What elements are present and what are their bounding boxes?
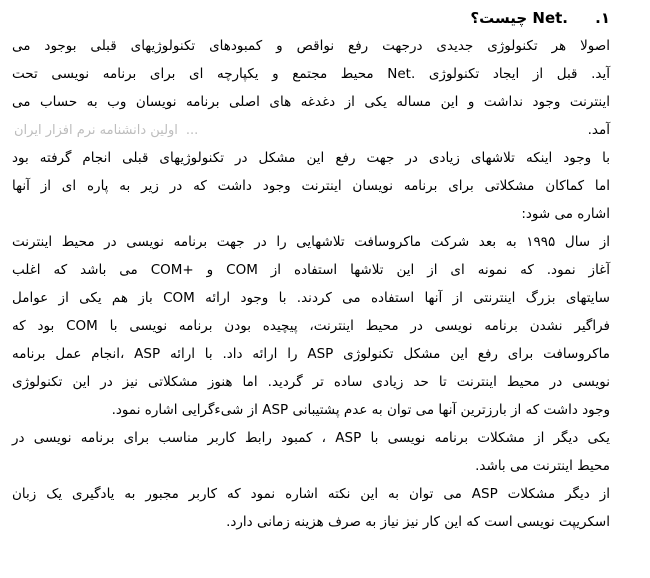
text-line: از سال ۱۹۹۵ به بعد شرکت ماکروسافت تلاشهایی را در جهت برنامه نویسی در محیط اینترنت bbox=[12, 234, 610, 250]
text-line: اصولا هر تکنولوژی جدیدی درجهت رفع نواقص و کمبودهای تکنولوژیهای قبلی بوجود می bbox=[12, 38, 610, 54]
paragraph-lines bbox=[12, 32, 610, 536]
text-line: آید. قبل از ایجاد تکنولوژی .Net محیط مجتمع و یکپارچه ای برای برنامه نویسی تحت bbox=[12, 66, 610, 82]
text-line: آمد. bbox=[587, 122, 610, 138]
text-line: سایتهای بزرگ اینترنتی از آنها استفاده می کردند. با وجود ارائه COM باز هم یکی از عوامل bbox=[12, 290, 610, 306]
text-line: محیط اینترنت می باشد. bbox=[475, 458, 610, 474]
text-line: اسکریپت نویسی است که این کار نیز نیاز به صرف هزینه زمانی دارد. bbox=[226, 514, 610, 530]
text-line: وجود داشت که از بارزترین آنها می توان به عدم پشتیبانی ASP از شیءگرایی اشاره نمود. bbox=[111, 402, 610, 418]
text-line: اینترنت وجود نداشت و این مساله یکی از دغدغه های اصلی برنامه نویسان وب به حساب می bbox=[12, 94, 610, 110]
text-line: از دیگر مشکلات ASP می توان به این نکته اشاره نمود که کاربر مجبور به یادگیری یک زبان bbox=[12, 486, 611, 502]
text-line: اشاره می شود: bbox=[521, 206, 610, 222]
document-body bbox=[12, 4, 610, 536]
text-line: آغاز نمود. که نمونه ای از این تلاشها استفاده از COM و +COM می باشد که اغلب bbox=[12, 262, 610, 278]
text-line: با وجود اینکه تلاشهای زیادی در جهت رفع این مشکل در تکنولوژیهای قبلی انجام گرفته بود bbox=[12, 150, 610, 166]
section-heading bbox=[12, 4, 610, 32]
text-line: نویسی در محیط اینترنت تا حد زیادی ساده تر گردید. اما هنوز مشکلاتی نیز در این تکنولوژی bbox=[12, 374, 610, 390]
heading-number: ۱. bbox=[595, 9, 610, 27]
heading-text: .Net چیست؟ bbox=[470, 9, 568, 27]
text-line: یکی دیگر از مشکلات برنامه نویسی با ASP ، کمبود رابط کاربر مناسب برای برنامه نویسی در bbox=[12, 430, 610, 446]
watermark-mark: ... bbox=[185, 123, 199, 138]
watermark-line: اولین دانشنامه نرم افزار ایران bbox=[14, 123, 178, 138]
watermark bbox=[14, 121, 198, 141]
text-line: ماکروسافت برای رفع این مشکل تکنولوژی ASP را ارائه داد. با ارائه ASP ،انجام عمل برنامه bbox=[12, 346, 610, 362]
text-line: اما کماکان مشکلاتی برای برنامه نویسان اینترنت وجود داشت که در زیر به پاره ای از آنها bbox=[12, 178, 610, 194]
text-line: فراگیر نشدن برنامه نویسی در محیط اینترنت، پیچیده بودن برنامه نویسی با COM بود که bbox=[12, 318, 610, 334]
